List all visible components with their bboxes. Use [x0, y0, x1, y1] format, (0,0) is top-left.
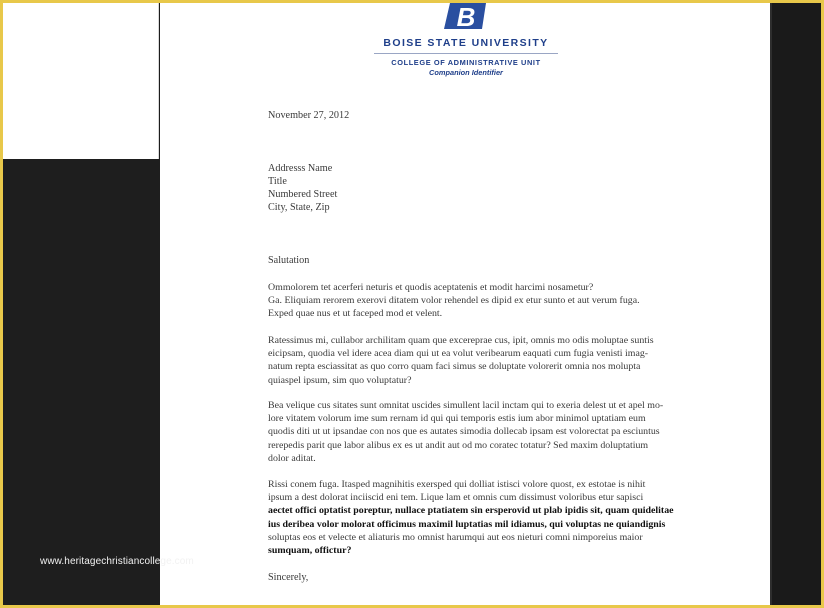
- paragraph-line: Ratessimus mi, cullabor archilitam quam que excereprae cus, ipit, omnis mo odis moluptae suntis: [268, 335, 654, 346]
- paragraph-line: quiaspel ipsum, sim quo voluptatur?: [268, 374, 412, 386]
- paragraph-line: Bea velique cus sitates sunt omnitat uscides simullent lacil inctam qui to exeria delest ut et apel mo-: [268, 400, 664, 411]
- paragraph-line: Rissi conem fuga. Itasped magnihitis exersped qui dolliat istisci volore quost, ex estotae is nihit: [268, 479, 646, 490]
- left-dark-area: [3, 159, 160, 605]
- paragraph-line: Exped quae nus et ut faceped mod et velent.: [268, 308, 443, 320]
- address-title: Title: [268, 176, 287, 187]
- salutation: Salutation: [268, 255, 310, 266]
- paragraph-line: Ga. Eliquiam rerorem exerovi ditatem volor rehendel es dipid ex etur sunto et aut verum fuga.: [268, 295, 640, 307]
- paragraph-1: [268, 281, 708, 321]
- paragraph-line: soluptas eos et velecte et aliaturis mo omnist harumqui aut eos nieturi comni nimporeius maior: [268, 531, 643, 543]
- closing: Sincerely,: [268, 572, 309, 583]
- paragraph-line: dolor aditat.: [268, 452, 316, 464]
- college-name: COLLEGE OF ADMINISTRATIVE UNIT: [391, 58, 541, 67]
- companion-identifier: Companion Identifier: [429, 68, 503, 77]
- paragraph-line: Ommolorem tet acerferi neturis et quodis aceptatenis et modit harcimi nosametur?: [268, 282, 594, 293]
- left-white-panel: [3, 3, 159, 159]
- paragraph-line: ipsum a dest dolorat inciiscid eni tem. Lique lam et omnis cum dissimust voloribus etur sapisci: [268, 492, 644, 504]
- watermark-url: www.heritagechristiancollege.com: [40, 556, 194, 567]
- right-dark-strip: [772, 3, 821, 605]
- paragraph-line: natum repta esciassitat as quo corro quam faci simus se doluptate volorerit omnia nos molupta: [268, 361, 641, 373]
- paragraph-line-bold: ius deribea volor molorat officimus maximil luptatias mil idiamus, qui voluptas ne quiandignis: [268, 518, 666, 530]
- paragraph-line-bold: aectet offici optatist poreptur, nullace ptatiatem sin ersperovid ut plab ipidis sit, quam quidelitae: [268, 505, 674, 517]
- paragraph-3: [268, 399, 708, 465]
- paragraph-4: [268, 478, 708, 557]
- boise-state-b-logo: [444, 3, 488, 29]
- paragraph-2: [268, 334, 708, 387]
- university-name: BOISE STATE UNIVERSITY: [383, 37, 549, 49]
- paragraph-line: eicipsam, quodia vel idere acea diam qui ut ea volut veribearum eaquati cum fugia venisti imag-: [268, 348, 649, 360]
- address-city: City, State, Zip: [268, 202, 330, 213]
- logo-divider: [374, 53, 558, 54]
- address-name: Addresss Name: [268, 163, 333, 174]
- paragraph-line: lore vitatem volorum ime sum rernam id qui qui temporis estis ium abor minimol uptatiam eum: [268, 413, 646, 425]
- address-street: Numbered Street: [268, 189, 338, 200]
- letter-page: [160, 3, 770, 605]
- letter-date: November 27, 2012: [268, 110, 350, 121]
- logo-letter: B: [456, 3, 476, 29]
- paragraph-line: quodis diti ut ut ipsandae con nos que es autates simodia dollecab ipsam est volorectat pa esciuntus: [268, 426, 660, 438]
- paragraph-line-bold: sumquam, offictur?: [268, 545, 352, 557]
- paragraph-line: rerepedis parit que labor alibus ex es ut andit aut od mo coratec totatur? Sed maxim doluptatium: [268, 439, 649, 451]
